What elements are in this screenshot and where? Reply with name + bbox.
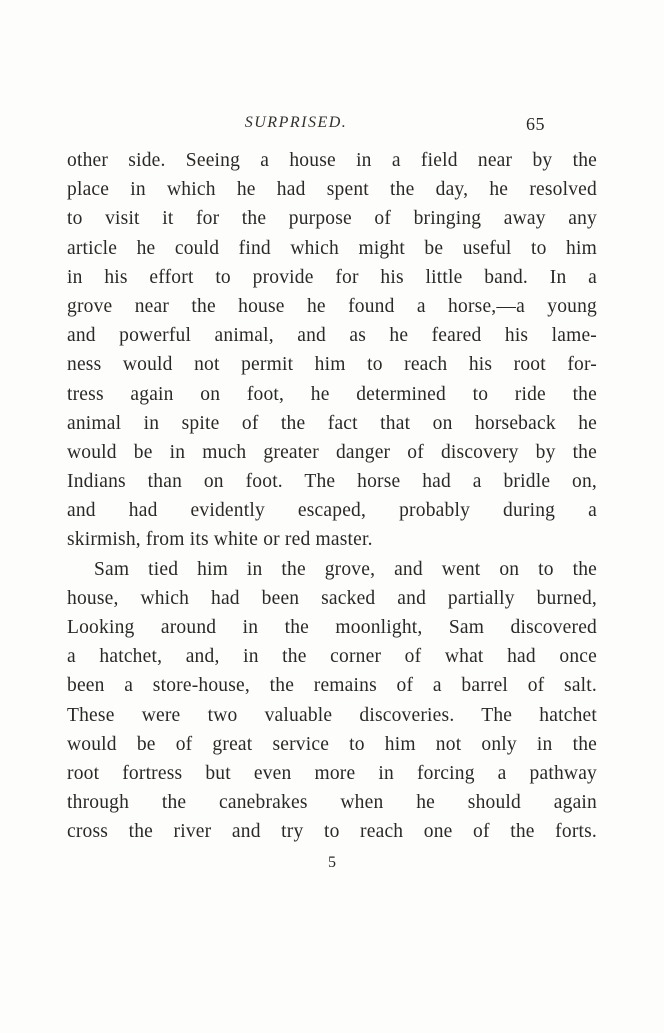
text-line: skirmish, from its white or red master. xyxy=(67,529,373,551)
page-footer xyxy=(67,854,597,872)
body-text xyxy=(67,146,597,847)
text-line: tress again on foot, he determined to ride the xyxy=(67,383,597,405)
text-line: through the canebrakes when he should again xyxy=(67,792,597,814)
text-line: and had evidently escaped, probably during a xyxy=(67,500,597,522)
text-line: house, which had been sacked and partially burned, xyxy=(67,587,597,609)
text-line: Sam tied him in the grove, and went on to the xyxy=(94,558,597,580)
text-line: been a store-house, the remains of a barrel of salt. xyxy=(67,675,597,697)
page-number: 65 xyxy=(526,114,545,134)
text-line: and powerful animal, and as he feared his lame- xyxy=(67,325,597,347)
signature-mark: 5 xyxy=(328,854,336,871)
text-line: place in which he had spent the day, he resolved xyxy=(67,179,597,201)
text-line: Looking around in the moonlight, Sam discovered xyxy=(67,617,597,638)
text-line: a hatchet, and, in the corner of what had once xyxy=(67,646,597,668)
text-line: other side. Seeing a house in a field near by the xyxy=(67,150,597,171)
text-line: Indians than on foot. The horse had a bridle on, xyxy=(67,471,597,493)
text-line: grove near the house he found a horse,—a young xyxy=(67,295,597,317)
page-header xyxy=(67,114,597,138)
text-line: would be in much greater danger of discovery by the xyxy=(67,441,597,463)
running-title: SURPRISED. xyxy=(244,114,348,131)
text-line: article he could find which might be useful to him xyxy=(67,237,597,259)
text-line: cross the river and try to reach one of the forts. xyxy=(67,821,597,843)
text-line: ness would not permit him to reach his root for- xyxy=(67,354,597,376)
text-line: root fortress but even more in forcing a pathway xyxy=(67,762,597,784)
text-line: in his effort to provide for his little band. In a xyxy=(67,266,597,288)
text-line: These were two valuable discoveries. The hatchet xyxy=(67,704,597,726)
text-line: animal in spite of the fact that on horseback he xyxy=(67,412,597,434)
text-line: would be of great service to him not only in the xyxy=(67,733,597,755)
text-line: to visit it for the purpose of bringing away any xyxy=(67,208,597,230)
